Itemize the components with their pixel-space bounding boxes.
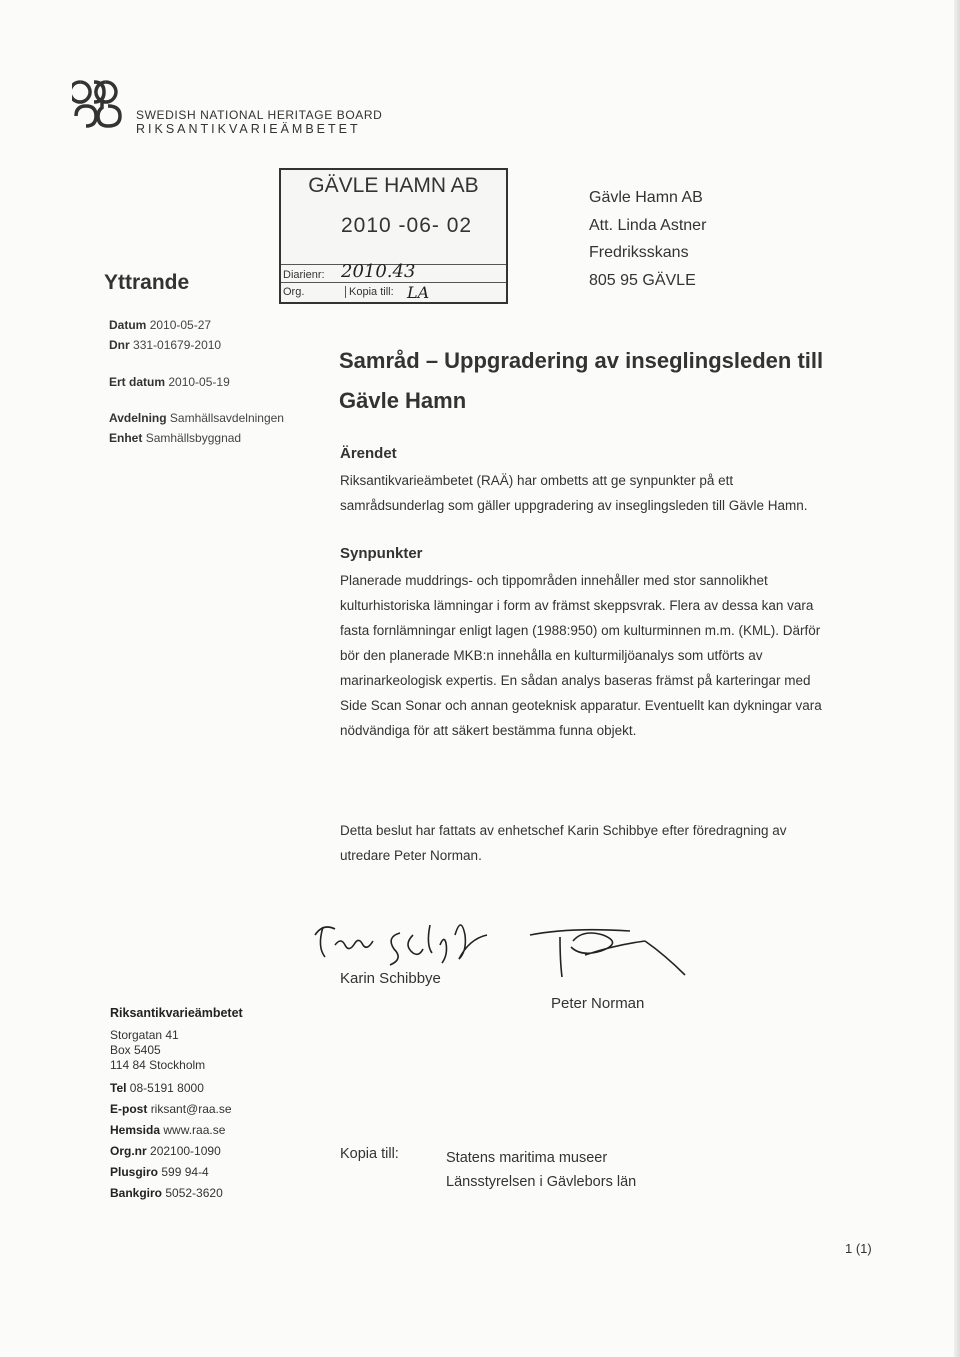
footer-email bbox=[110, 1099, 232, 1120]
received-stamp bbox=[279, 168, 508, 304]
synpunkter-body bbox=[340, 568, 870, 743]
meta-avdelning-value: Samhällsavdelningen bbox=[169, 411, 284, 425]
footer-contacts bbox=[110, 1078, 232, 1204]
meta-ert-datum-value: 2010-05-19 bbox=[168, 375, 230, 389]
footer-plusgiro-label: Plusgiro bbox=[110, 1165, 159, 1179]
stamp-date: 2010 -06- 02 bbox=[341, 214, 473, 237]
footer-website-value: www.raa.se bbox=[163, 1123, 226, 1137]
footer-org bbox=[110, 1006, 243, 1021]
footer-email-label: E-post bbox=[110, 1102, 148, 1116]
recipient-line-1: Gävle Hamn AB bbox=[589, 189, 703, 206]
meta-ert-datum-label: Ert datum bbox=[109, 375, 166, 389]
arendet-line: Riksantikvarieämbetet (RAÄ) har ombetts att ge synpunkter på ett bbox=[340, 473, 734, 488]
footer-orgnr-value: 202100-1090 bbox=[150, 1144, 221, 1158]
meta-enhet-label: Enhet bbox=[109, 431, 143, 445]
recipient-address bbox=[589, 184, 706, 294]
footer-website bbox=[110, 1120, 232, 1141]
document-type: Yttrande bbox=[104, 271, 190, 294]
synpunkter-line: fasta fornlämningar enligt lagen (1988:950) om kulturminnen m.m. (KML). Därför bbox=[340, 623, 821, 638]
meta-dnr-value: 331-01679-2010 bbox=[133, 338, 222, 352]
copy-recipients bbox=[446, 1146, 636, 1194]
decision-line: Detta beslut har fattats av enhetschef Karin Schibbye efter föredragning av bbox=[340, 823, 787, 838]
scan-edge bbox=[954, 0, 960, 1357]
document-heading: Samråd – Uppgradering av inseglingsleden till Gävle Hamn bbox=[339, 348, 824, 413]
meta-datum bbox=[109, 318, 211, 332]
footer-bankgiro-value: 5052-3620 bbox=[165, 1186, 223, 1200]
signature-name-left: Karin Schibbye bbox=[340, 970, 441, 987]
footer-address-line: Storgatan 41 bbox=[110, 1028, 179, 1042]
footer-address-line: Box 5405 bbox=[110, 1043, 161, 1057]
logo-line-1: SWEDISH NATIONAL HERITAGE BOARD bbox=[136, 108, 383, 122]
stamp-kopia-label: Kopia till: bbox=[345, 286, 394, 298]
footer-tel-label: Tel bbox=[110, 1081, 127, 1095]
synpunkter-line: Side Scan Sonar och annan geoteknisk apparatur. Eventuellt kan dykningar vara bbox=[340, 698, 822, 713]
stamp-diarienr-value: 2010.43 bbox=[341, 261, 416, 282]
footer-address bbox=[110, 1028, 205, 1073]
footer-orgnr-label: Org.nr bbox=[110, 1144, 147, 1158]
meta-datum-label: Datum bbox=[109, 318, 147, 332]
meta-datum-value: 2010-05-27 bbox=[149, 318, 212, 332]
footer-orgnr bbox=[110, 1141, 232, 1162]
footer-bankgiro bbox=[110, 1183, 232, 1204]
copy-label: Kopia till: bbox=[340, 1146, 399, 1162]
stamp-diarienr-label: Diarienr: bbox=[283, 269, 325, 281]
stamp-kopia-value: LA bbox=[407, 283, 430, 302]
synpunkter-line: kulturhistoriska lämningar i form av främst skeppsvrak. Flera av dessa kan vara bbox=[340, 598, 814, 613]
footer-address-line: 114 84 Stockholm bbox=[110, 1058, 206, 1072]
recipient-line-3: Fredriksskans bbox=[589, 244, 689, 261]
stamp-title: GÄVLE HAMN AB bbox=[308, 174, 479, 197]
section-title-arendet: Ärendet bbox=[340, 445, 397, 462]
meta-dnr-label: Dnr bbox=[109, 338, 130, 352]
arendet-body bbox=[340, 468, 870, 518]
copy-recipient: Statens maritima museer bbox=[446, 1150, 608, 1166]
stamp-org-row bbox=[281, 282, 506, 303]
heritage-board-logo-icon bbox=[72, 78, 132, 140]
footer-email-value: riksant@raa.se bbox=[150, 1102, 232, 1116]
footer-bankgiro-label: Bankgiro bbox=[110, 1186, 163, 1200]
synpunkter-line: bör den planerade MKB:n innehålla en kulturmiljöanalys som utförts av bbox=[340, 648, 763, 663]
synpunkter-line: nödvändiga för att säkert bestämma funna objekt. bbox=[340, 723, 637, 738]
synpunkter-line: Planerade muddrings- och tippområden innehåller med stor sannolikhet bbox=[340, 573, 768, 588]
footer-org-name: Riksantikvarieämbetet bbox=[110, 1006, 243, 1020]
meta-ert-datum bbox=[109, 375, 230, 389]
meta-avdelning bbox=[109, 411, 284, 425]
page-number: 1 (1) bbox=[845, 1241, 872, 1256]
section-title-synpunkter: Synpunkter bbox=[340, 545, 423, 562]
meta-avdelning-label: Avdelning bbox=[109, 411, 167, 425]
footer-website-label: Hemsida bbox=[110, 1123, 161, 1137]
stamp-org-label: Org. bbox=[283, 286, 305, 298]
footer-plusgiro bbox=[110, 1162, 232, 1183]
arendet-line: samrådsunderlag som gäller uppgradering av inseglingsleden till Gävle Hamn. bbox=[340, 498, 808, 513]
recipient-line-4: 805 95 GÄVLE bbox=[589, 271, 696, 289]
synpunkter-line: marinarkeologisk expertis. En sådan analys baseras främst på karteringar med bbox=[340, 673, 811, 688]
meta-dnr bbox=[109, 338, 221, 352]
signature-name-right: Peter Norman bbox=[551, 995, 645, 1012]
copy-recipient: Länsstyrelsen i Gävlebors län bbox=[446, 1174, 637, 1190]
meta-enhet bbox=[109, 431, 241, 445]
footer-tel bbox=[110, 1078, 232, 1099]
decision-body bbox=[340, 818, 870, 868]
footer-tel-value: 08-5191 8000 bbox=[129, 1081, 204, 1095]
logo-line-2: RIKSANTIKVARIEÄMBETET bbox=[136, 122, 361, 136]
meta-enhet-value: Samhällsbyggnad bbox=[145, 431, 242, 445]
recipient-line-2: Att. Linda Astner bbox=[589, 216, 707, 234]
logo-text bbox=[136, 108, 382, 136]
decision-line: utredare Peter Norman. bbox=[340, 848, 482, 863]
footer-plusgiro-value: 599 94-4 bbox=[161, 1165, 209, 1179]
